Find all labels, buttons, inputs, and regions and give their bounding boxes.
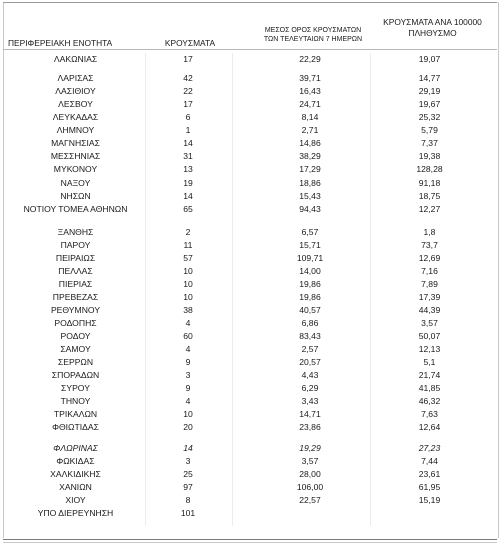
table-row [0, 442, 500, 454]
table-row [0, 369, 500, 381]
cases-cell: 101 [180, 508, 196, 518]
region-cell: ΛΑΚΩΝΙΑΣ [53, 54, 98, 64]
cases-cell: 4 [185, 318, 191, 328]
cases-cell: 8 [185, 495, 191, 505]
header-region: ΠΕΡΙΦΕΡΕΙΑΚΗ ΕΝΟΤΗΤΑ [8, 38, 113, 48]
avg-cell: 22,29 [299, 54, 321, 64]
table-row [0, 124, 500, 136]
region-cell: ΞΑΝΘΗΣ [57, 227, 94, 237]
per100k-cell: 7,16 [421, 266, 438, 276]
per100k-cell: 7,44 [421, 456, 438, 466]
table-row [0, 494, 500, 506]
region-cell: ΣΑΜΟΥ [60, 344, 91, 354]
region-cell: ΠΕΙΡΑΙΩΣ [55, 253, 96, 263]
avg-cell: 24,71 [299, 99, 321, 109]
avg-cell: 14,86 [299, 138, 321, 148]
region-cell: ΦΛΩΡΙΝΑΣ [53, 443, 98, 453]
region-cell: ΛΑΡΙΣΑΣ [57, 73, 94, 83]
per100k-cell: 61,95 [418, 482, 441, 492]
table-row [0, 98, 500, 110]
region-cell: ΜΥΚΟΝΟΥ [53, 164, 98, 174]
header-avg-line2: ΤΩΝ ΤΕΛΕΥΤΑΙΩΝ 7 ΗΜΕΡΩΝ [263, 36, 363, 43]
region-cell: ΜΕΣΣΗΝΙΑΣ [50, 151, 101, 161]
per100k-cell: 44,39 [418, 305, 441, 315]
per100k-cell: 7,63 [421, 409, 438, 419]
region-cell: ΣΥΡΟΥ [61, 383, 90, 393]
avg-cell: 4,43 [301, 370, 319, 380]
header-per-line1: ΚΡΟΥΣΜΑΤΑ ΑΝΑ 100000 [383, 17, 482, 27]
region-cell: ΣΕΡΡΩΝ [57, 357, 94, 367]
cases-cell: 9 [185, 383, 191, 393]
avg-cell: 28,00 [299, 469, 321, 479]
per100k-cell: 73,7 [421, 240, 438, 250]
avg-cell: 16,43 [299, 86, 321, 96]
cases-cell: 14 [183, 138, 193, 148]
avg-cell: 18,86 [299, 178, 321, 188]
cases-cell: 9 [185, 357, 191, 367]
table-row [0, 72, 500, 84]
region-cell: ΥΠΟ ΔΙΕΡΕΥΝΗΣΗ [37, 508, 114, 518]
table-row [0, 395, 500, 407]
cases-cell: 6 [185, 112, 191, 122]
cases-cell: 22 [183, 86, 193, 96]
header-cases: ΚΡΟΥΣΜΑΤΑ [164, 38, 216, 48]
per100k-cell: 7,37 [421, 138, 438, 148]
cases-cell: 17 [183, 99, 193, 109]
avg-cell: 39,71 [299, 73, 321, 83]
avg-cell: 2,71 [301, 125, 319, 135]
table-row [0, 278, 500, 290]
avg-cell: 6,86 [301, 318, 319, 328]
region-cell: ΦΘΙΩΤΙΔΑΣ [52, 422, 99, 432]
per100k-cell: 91,18 [418, 178, 441, 188]
table-row [0, 304, 500, 316]
avg-cell: 8,14 [301, 112, 319, 122]
table-row [0, 226, 500, 238]
per100k-cell: 19,38 [418, 151, 441, 161]
per100k-cell: 46,32 [418, 396, 441, 406]
header-per-line2: ΠΛΗΘΥΣΜΟ [408, 28, 457, 38]
cases-cell: 31 [183, 151, 193, 161]
table-row [0, 190, 500, 202]
per100k-cell: 18,75 [418, 191, 441, 201]
table-row [0, 408, 500, 420]
avg-cell: 40,57 [299, 305, 321, 315]
bottom-border-secondary [3, 542, 497, 543]
avg-cell: 23,86 [299, 422, 321, 432]
table-row [0, 455, 500, 467]
per100k-cell: 21,74 [418, 370, 441, 380]
cases-cell: 1 [185, 125, 191, 135]
per100k-cell: 19,07 [418, 54, 441, 64]
cases-cell: 10 [183, 266, 193, 276]
cases-cell: 13 [183, 164, 193, 174]
region-cell: ΤΗΝΟΥ [60, 396, 91, 406]
avg-cell: 15,43 [299, 191, 321, 201]
avg-cell: 20,57 [299, 357, 321, 367]
region-cell: ΠΙΕΡΙΑΣ [58, 279, 93, 289]
region-cell: ΡΟΔΟΠΗΣ [54, 318, 97, 328]
cases-cell: 11 [183, 240, 193, 250]
table-row [0, 177, 500, 189]
avg-cell: 15,71 [299, 240, 321, 250]
cases-cell: 10 [183, 292, 193, 302]
table-row [0, 356, 500, 368]
table-row [0, 150, 500, 162]
table-row [0, 343, 500, 355]
per100k-cell: 25,32 [418, 112, 441, 122]
cases-cell: 57 [183, 253, 193, 263]
cases-cell: 3 [185, 370, 191, 380]
per100k-cell: 23,61 [418, 469, 441, 479]
region-cell: ΠΑΡΟΥ [60, 240, 91, 250]
region-cell: ΝΑΞΟΥ [60, 178, 91, 188]
region-cell: ΣΠΟΡΑΔΩΝ [51, 370, 100, 380]
per100k-cell: 29,19 [418, 86, 441, 96]
table-row [0, 468, 500, 480]
region-cell: ΜΑΓΝΗΣΙΑΣ [51, 138, 100, 148]
cases-cell: 3 [185, 456, 191, 466]
avg-cell: 2,57 [301, 344, 319, 354]
table-row [0, 481, 500, 493]
per100k-cell: 1,8 [423, 227, 436, 237]
cases-cell: 19 [183, 178, 193, 188]
avg-cell: 17,29 [299, 164, 321, 174]
avg-cell: 38,29 [299, 151, 321, 161]
table-row [0, 137, 500, 149]
header-avg-line1: ΜΕΣΟΣ ΟΡΟΣ ΚΡΟΥΣΜΑΤΩΝ [264, 27, 362, 34]
region-cell: ΛΑΣΙΘΙΟΥ [55, 86, 96, 96]
avg-cell: 3,43 [301, 396, 319, 406]
table-row [0, 330, 500, 342]
table-row [0, 507, 500, 519]
table-row [0, 421, 500, 433]
per100k-cell: 14,77 [418, 73, 441, 83]
avg-cell: 19,86 [299, 279, 321, 289]
region-cell: ΝΗΣΩΝ [60, 191, 91, 201]
table-row [0, 252, 500, 264]
per100k-cell: 5,79 [421, 125, 438, 135]
region-cell: ΧΑΝΙΩΝ [59, 482, 92, 492]
per100k-cell: 17,39 [418, 292, 441, 302]
cases-cell: 97 [183, 482, 193, 492]
table-row [0, 239, 500, 251]
region-cell: ΧΑΛΚΙΔΙΚΗΣ [50, 469, 101, 479]
avg-cell: 14,71 [299, 409, 321, 419]
avg-cell: 6,29 [301, 383, 319, 393]
per100k-cell: 50,07 [418, 331, 441, 341]
per100k-cell: 128,28 [416, 164, 443, 174]
bottom-border [3, 539, 497, 540]
avg-cell: 106,00 [296, 482, 324, 492]
avg-cell: 83,43 [299, 331, 321, 341]
avg-cell: 94,43 [299, 204, 321, 214]
region-cell: ΛΕΣΒΟΥ [58, 99, 93, 109]
avg-cell: 22,57 [299, 495, 321, 505]
cases-cell: 20 [183, 422, 193, 432]
cases-cell: 60 [183, 331, 193, 341]
region-cell: ΤΡΙΚΑΛΩΝ [53, 409, 98, 419]
per100k-cell: 7,89 [421, 279, 438, 289]
per100k-cell: 41,85 [418, 383, 441, 393]
cases-cell: 25 [183, 469, 193, 479]
cases-cell: 17 [183, 54, 193, 64]
per100k-cell: 3,57 [421, 318, 438, 328]
table-row [0, 203, 500, 215]
cases-cell: 10 [183, 409, 193, 419]
cases-cell: 42 [183, 73, 193, 83]
cases-cell: 2 [185, 227, 191, 237]
region-cell: ΝΟΤΙΟΥ ΤΟΜΕΑ ΑΘΗΝΩΝ [23, 204, 128, 214]
per100k-cell: 27,23 [418, 443, 441, 453]
table-row [0, 111, 500, 123]
cases-cell: 10 [183, 279, 193, 289]
region-cell: ΠΡΕΒΕΖΑΣ [52, 292, 99, 302]
region-cell: ΧΙΟΥ [65, 495, 86, 505]
cases-cell: 65 [183, 204, 193, 214]
avg-cell: 19,29 [299, 443, 321, 453]
cases-cell: 4 [185, 396, 191, 406]
per100k-cell: 12,69 [418, 253, 441, 263]
region-cell: ΛΗΜΝΟΥ [56, 125, 95, 135]
region-cell: ΦΩΚΙΔΑΣ [56, 456, 95, 466]
region-cell: ΠΕΛΛΑΣ [58, 266, 93, 276]
table-row [0, 291, 500, 303]
cases-cell: 14 [183, 443, 193, 453]
table-row [0, 53, 500, 65]
avg-cell: 109,71 [296, 253, 324, 263]
table-row [0, 382, 500, 394]
per100k-cell: 15,19 [418, 495, 441, 505]
per100k-cell: 12,13 [418, 344, 441, 354]
per100k-cell: 5,1 [423, 357, 436, 367]
region-cell: ΡΟΔΟΥ [60, 331, 91, 341]
avg-cell: 3,57 [301, 456, 319, 466]
avg-cell: 19,86 [299, 292, 321, 302]
cases-cell: 14 [183, 191, 193, 201]
per100k-cell: 12,27 [418, 204, 441, 214]
table-row [0, 265, 500, 277]
table-row [0, 317, 500, 329]
avg-cell: 14,00 [299, 266, 321, 276]
table-row [0, 85, 500, 97]
cases-cell: 38 [183, 305, 193, 315]
region-cell: ΡΕΘΥΜΝΟΥ [50, 305, 101, 315]
per100k-cell: 19,67 [418, 99, 441, 109]
table-row [0, 163, 500, 175]
cases-cell: 4 [185, 344, 191, 354]
avg-cell: 6,57 [301, 227, 319, 237]
per100k-cell: 12,64 [418, 422, 441, 432]
region-cell: ΛΕΥΚΑΔΑΣ [52, 112, 99, 122]
